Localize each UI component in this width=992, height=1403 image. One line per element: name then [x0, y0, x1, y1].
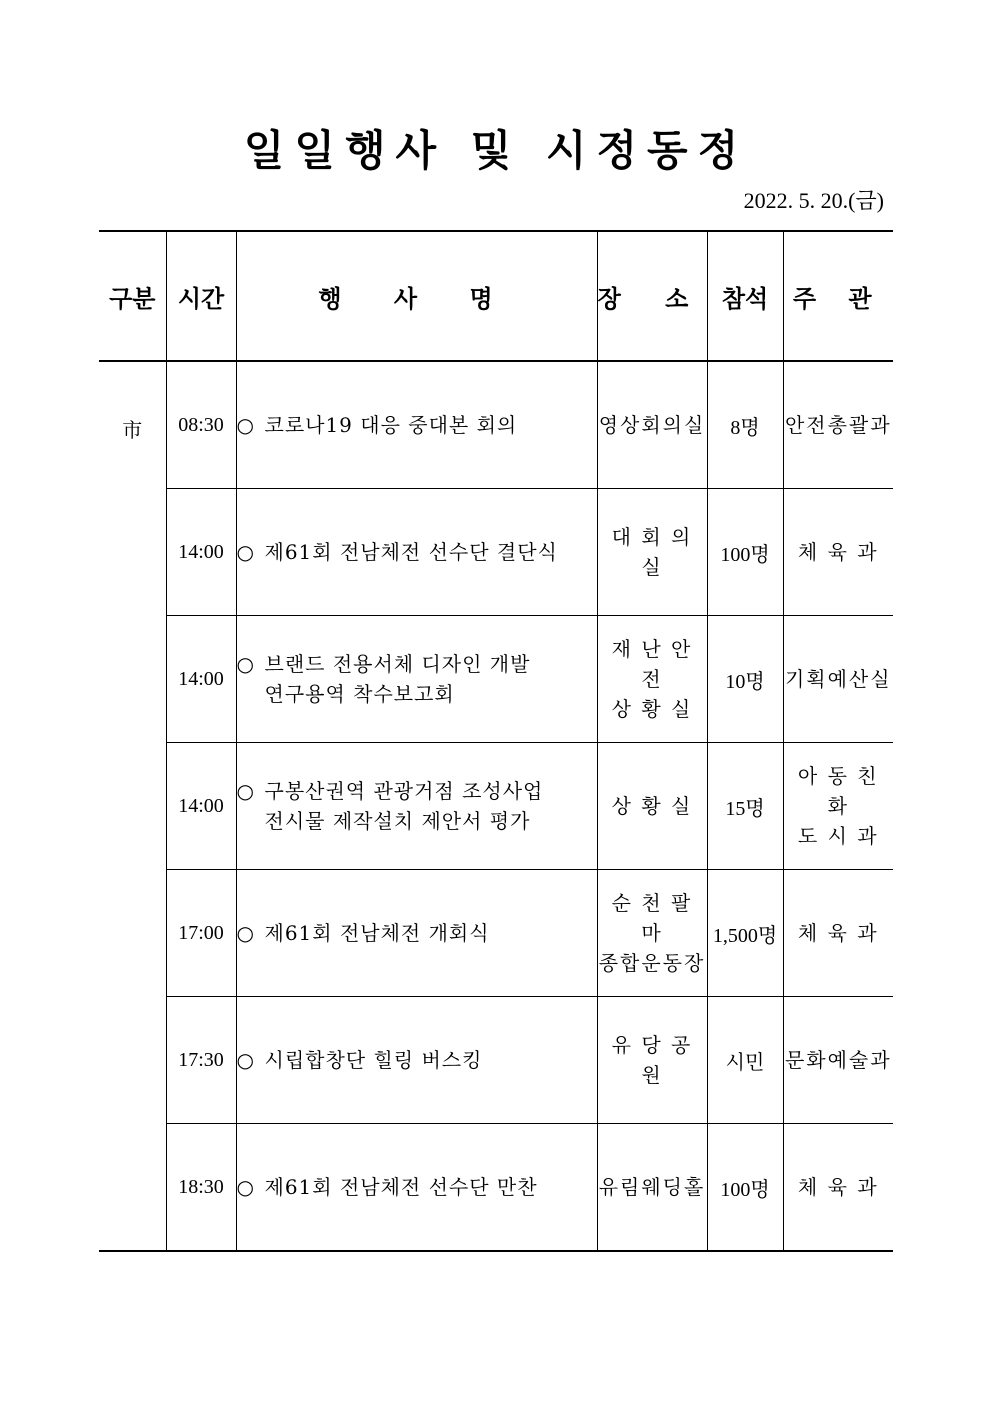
- venue-line: 대 회 의 실: [611, 525, 693, 579]
- category-cell: 市: [99, 361, 166, 1251]
- host-line: 체 육 과: [797, 540, 879, 564]
- attendance-cell: 시민: [707, 997, 783, 1124]
- header-event: 행 사 명: [236, 231, 597, 361]
- event-name-line: 시립합창단 힐링 버스킹: [264, 1048, 483, 1072]
- time-cell: 17:00: [166, 870, 236, 997]
- venue-cell: [597, 997, 707, 1124]
- host-cell: [783, 997, 893, 1124]
- event-cell: [236, 489, 597, 616]
- venue-cell: [597, 616, 707, 743]
- circle-bullet-icon: ○: [236, 652, 254, 676]
- event-name-line: 제61회 전남체전 선수단 만찬: [264, 1175, 538, 1199]
- circle-bullet-icon: ○: [236, 779, 254, 803]
- time-cell: 08:30: [166, 361, 236, 489]
- event-cell: [236, 1124, 597, 1252]
- header-host: 주 관: [783, 231, 893, 361]
- time-cell: 14:00: [166, 489, 236, 616]
- host-line: 체 육 과: [797, 1175, 879, 1199]
- host-line: 문화예술과: [784, 1048, 892, 1072]
- venue-line: 종합운동장: [598, 951, 706, 975]
- venue-line: 유림웨딩홀: [598, 1175, 706, 1199]
- host-line: 안전총괄과: [784, 413, 892, 437]
- host-cell: [783, 361, 893, 489]
- event-cell: [236, 616, 597, 743]
- event-cell: [236, 870, 597, 997]
- attendance-cell: 100명: [707, 489, 783, 616]
- circle-bullet-icon: ○: [236, 413, 254, 437]
- header-attendance: 참석: [707, 231, 783, 361]
- document-title: 일일행사 및 시정동정: [243, 126, 749, 175]
- host-cell: [783, 616, 893, 743]
- header-time: 시간: [166, 231, 236, 361]
- event-name-line: 브랜드 전용서체 디자인 개발: [264, 652, 531, 676]
- document-date: 2022. 5. 20.(금): [743, 188, 884, 213]
- venue-cell: [597, 1124, 707, 1252]
- venue-line: 재 난 안 전: [611, 637, 693, 691]
- event-name-line: 제61회 전남체전 선수단 결단식: [264, 540, 558, 564]
- event-cell: [236, 361, 597, 489]
- venue-line: 영상회의실: [598, 413, 706, 437]
- event-name-line: 구봉산권역 관광거점 조성사업: [264, 779, 544, 803]
- time-cell: 14:00: [166, 743, 236, 870]
- event-name-line: 코로나19 대응 중대본 회의: [264, 413, 518, 437]
- host-cell: [783, 1124, 893, 1252]
- time-cell: 17:30: [166, 997, 236, 1124]
- time-cell: 14:00: [166, 616, 236, 743]
- venue-cell: [597, 870, 707, 997]
- venue-line: 순 천 팔 마: [611, 891, 693, 945]
- host-line: 체 육 과: [797, 921, 879, 945]
- table-row: [99, 1124, 893, 1252]
- table-row: [99, 361, 893, 489]
- attendance-cell: 15명: [707, 743, 783, 870]
- attendance-cell: 100명: [707, 1124, 783, 1252]
- attendance-cell: 10명: [707, 616, 783, 743]
- header-category: 구분: [99, 231, 166, 361]
- host-cell: [783, 870, 893, 997]
- circle-bullet-icon: ○: [236, 921, 254, 945]
- host-cell: [783, 743, 893, 870]
- venue-line: 상 황 실: [611, 794, 693, 818]
- table-row: [99, 489, 893, 616]
- table-row: [99, 743, 893, 870]
- venue-cell: [597, 361, 707, 489]
- host-line: 기획예산실: [784, 667, 892, 691]
- host-line: 아 동 친 화: [797, 764, 879, 818]
- time-cell: 18:30: [166, 1124, 236, 1252]
- table-row: [99, 997, 893, 1124]
- table-row: [99, 870, 893, 997]
- host-line: 도 시 과: [797, 824, 879, 848]
- host-cell: [783, 489, 893, 616]
- event-name-line: 전시물 제작설치 제안서 평가: [264, 809, 531, 833]
- schedule-table: [99, 230, 893, 1252]
- header-venue: 장 소: [597, 231, 707, 361]
- schedule-rows: [99, 361, 893, 1251]
- venue-cell: [597, 743, 707, 870]
- venue-cell: [597, 489, 707, 616]
- venue-line: 유 당 공 원: [611, 1033, 693, 1087]
- event-cell: [236, 997, 597, 1124]
- event-name-line: 연구용역 착수보고회: [264, 682, 455, 706]
- circle-bullet-icon: ○: [236, 540, 254, 564]
- venue-line: 상 황 실: [611, 697, 693, 721]
- event-cell: [236, 743, 597, 870]
- attendance-cell: 8명: [707, 361, 783, 489]
- header-row: [99, 231, 893, 361]
- attendance-cell: 1,500명: [707, 870, 783, 997]
- circle-bullet-icon: ○: [236, 1048, 254, 1072]
- circle-bullet-icon: ○: [236, 1175, 254, 1199]
- event-name-line: 제61회 전남체전 개회식: [264, 921, 490, 945]
- table-row: [99, 616, 893, 743]
